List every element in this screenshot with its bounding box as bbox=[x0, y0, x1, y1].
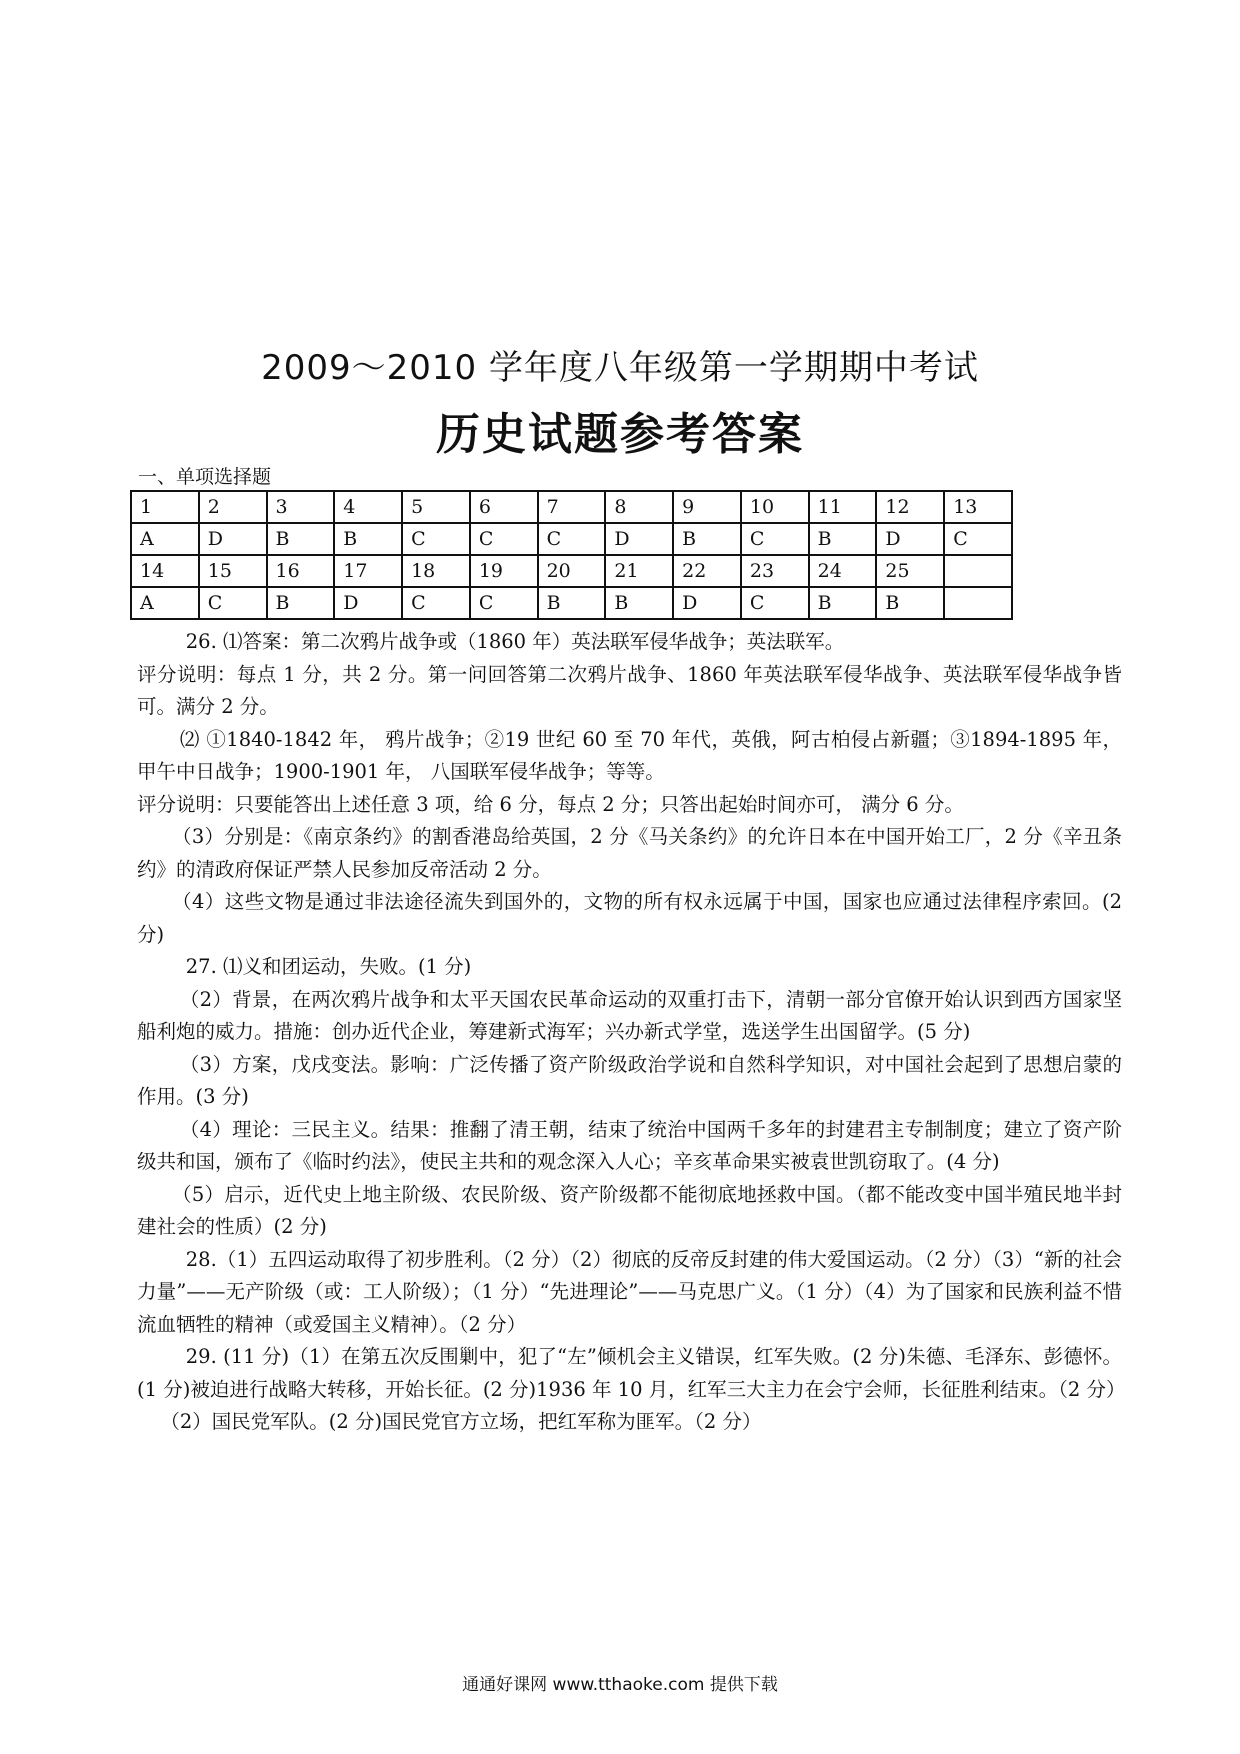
question-number-cell: 18 bbox=[402, 555, 470, 587]
question-number-cell: 15 bbox=[199, 555, 267, 587]
answer-letter-cell: C bbox=[944, 523, 1012, 555]
answer-letter-cell: C bbox=[741, 587, 809, 619]
answer-letter-cell: D bbox=[334, 587, 402, 619]
answer-letter-cell: C bbox=[538, 523, 606, 555]
question-number-cell: 13 bbox=[944, 491, 1012, 523]
answer-key-title: 历史试题参考答案 bbox=[436, 409, 804, 460]
question-number-cell: 20 bbox=[538, 555, 606, 587]
answer-29-2: （2）国民党军队。(2 分)国民党官方立场，把红军称为匪军。（2 分） bbox=[160, 1410, 762, 1433]
answer-letter-cell: D bbox=[605, 523, 673, 555]
answer-28: 28.（1）五四运动取得了初步胜利。（2 分）（2）彻底的反帝反封建的伟大爱国运动。（2 分）（3）“新的社会力量”——无产阶级（或：工人阶级）；（1 分）“先进理论”——马克思广义。（1 分）（4）为了国家和民族利益不惜流血牺牲的精神（或爱国主义精神）。（2 分） bbox=[137, 1247, 1122, 1336]
answer-26-2: ⑵ ①1840-1842 年， 鸦片战争；②19 世纪 60 至 70 年代，英俄，阿古柏侵占新疆；③1894-1895 年，甲午中日战争；1900-1901 年， 八国联军侵华战争；等等。 bbox=[137, 727, 1122, 783]
scoring-note-26-2: 评分说明：只要能答出上述任意 3 项，给 6 分，每点 2 分；只答出起始时间亦可， 满分 6 分。 bbox=[137, 792, 964, 816]
answer-27-3: （3）方案，戊戌变法。影响：广泛传播了资产阶级政治学说和自然科学知识，对中国社会起到了思想启蒙的作用。(3 分) bbox=[137, 1052, 1122, 1108]
answer-letter-cell: B bbox=[605, 587, 673, 619]
question-number-cell: 21 bbox=[605, 555, 673, 587]
question-number-cell: 11 bbox=[809, 491, 877, 523]
answer-26-4: （4）这些文物是通过非法途径流失到国外的，文物的所有权永远属于中国，国家也应通过法律程序索回。(2 分) bbox=[137, 890, 1122, 946]
answer-letter-cell: C bbox=[402, 587, 470, 619]
answer-letter-cell: C bbox=[402, 523, 470, 555]
answer-letter-cell: C bbox=[470, 523, 538, 555]
question-number-cell: 25 bbox=[876, 555, 944, 587]
answer-letter-cell: A bbox=[131, 587, 199, 619]
question-number-cell: 5 bbox=[402, 491, 470, 523]
question-number-cell: 6 bbox=[470, 491, 538, 523]
question-number-row bbox=[131, 491, 1012, 523]
answer-letter-cell: B bbox=[334, 523, 402, 555]
question-number-row bbox=[131, 555, 1012, 587]
answer-letter-cell: B bbox=[267, 587, 335, 619]
question-number-cell: 23 bbox=[741, 555, 809, 587]
question-number-cell bbox=[944, 555, 1012, 587]
question-number-cell: 17 bbox=[334, 555, 402, 587]
answer-27-5: （5）启示，近代史上地主阶级、农民阶级、资产阶级都不能彻底地拯救中国。（都不能改变中国半殖民地半封建社会的性质）(2 分) bbox=[137, 1182, 1122, 1238]
answer-letter-cell: B bbox=[267, 523, 335, 555]
question-number-cell: 4 bbox=[334, 491, 402, 523]
scoring-note-26-1: 评分说明：每点 1 分，共 2 分。第一问回答第二次鸦片战争、1860 年英法联军侵华战争、英法联军侵华战争皆可。满分 2 分。 bbox=[137, 662, 1122, 718]
question-number-cell: 10 bbox=[741, 491, 809, 523]
exam-title: 2009～2010 学年度八年级第一学期期中考试 bbox=[261, 348, 979, 388]
answer-letter-cell: B bbox=[538, 587, 606, 619]
answer-27-1: 27. ⑴义和团运动，失败。(1 分) bbox=[185, 955, 472, 978]
answer-27-4: （4）理论：三民主义。结果：推翻了清王朝，结束了统治中国两千多年的封建君主专制制度；建立了资产阶级共和国，颁布了《临时约法》，使民主共和的观念深入人心；辛亥革命果实被袁世凯窃取了。(4 分) bbox=[137, 1117, 1122, 1173]
question-number-cell: 7 bbox=[538, 491, 606, 523]
section-heading-single-choice: 一、单项选择题 bbox=[138, 466, 272, 488]
question-number-cell: 14 bbox=[131, 555, 199, 587]
question-number-cell: 3 bbox=[267, 491, 335, 523]
answer-letter-cell: B bbox=[809, 587, 877, 619]
answer-letter-cell: B bbox=[876, 587, 944, 619]
question-number-cell: 19 bbox=[470, 555, 538, 587]
question-number-cell: 2 bbox=[199, 491, 267, 523]
question-number-cell: 16 bbox=[267, 555, 335, 587]
answer-letter-cell: C bbox=[470, 587, 538, 619]
answer-letter-cell: D bbox=[199, 523, 267, 555]
answer-letter-cell: C bbox=[741, 523, 809, 555]
answer-letter-row bbox=[131, 523, 1012, 555]
answer-letter-cell bbox=[944, 587, 1012, 619]
answer-29-1: 29. (11 分)（1）在第五次反围剿中，犯了“左”倾机会主义错误，红军失败。(2 分)朱德、毛泽东、彭德怀。(1 分)被迫进行战略大转移，开始长征。(2 分)1936 年 10 月，红军三大主力在会宁会师，长征胜利结束。（2 分） bbox=[137, 1345, 1126, 1401]
answer-27-2: （2）背景，在两次鸦片战争和太平天国农民革命运动的双重打击下，清朝一部分官僚开始认识到西方国家坚船利炮的威力。措施：创办近代企业，筹建新式海军；兴办新式学堂，选送学生出国留学。(5 分) bbox=[137, 987, 1122, 1043]
answer-26-1: 26. ⑴答案：第二次鸦片战争或（1860 年）英法联军侵华战争；英法联军。 bbox=[185, 630, 845, 653]
answer-letter-cell: B bbox=[809, 523, 877, 555]
answer-26-3: （3）分别是：《南京条约》的割香港岛给英国，2 分《马关条约》的允许日本在中国开始工厂，2 分《辛丑条约》的清政府保证严禁人民参加反帝活动 2 分。 bbox=[137, 825, 1122, 881]
question-number-cell: 12 bbox=[876, 491, 944, 523]
answer-letter-cell: D bbox=[673, 587, 741, 619]
answer-content bbox=[137, 626, 1126, 1439]
question-number-cell: 1 bbox=[131, 491, 199, 523]
question-number-cell: 8 bbox=[605, 491, 673, 523]
question-number-cell: 22 bbox=[673, 555, 741, 587]
footer-source: 通通好课网 www.tthaoke.com 提供下载 bbox=[462, 1675, 778, 1695]
answer-letter-row bbox=[131, 587, 1012, 619]
answer-letter-cell: B bbox=[673, 523, 741, 555]
answer-table bbox=[130, 490, 1013, 620]
answer-letter-cell: C bbox=[199, 587, 267, 619]
answer-letter-cell: A bbox=[131, 523, 199, 555]
question-number-cell: 24 bbox=[809, 555, 877, 587]
answer-letter-cell: D bbox=[876, 523, 944, 555]
question-number-cell: 9 bbox=[673, 491, 741, 523]
